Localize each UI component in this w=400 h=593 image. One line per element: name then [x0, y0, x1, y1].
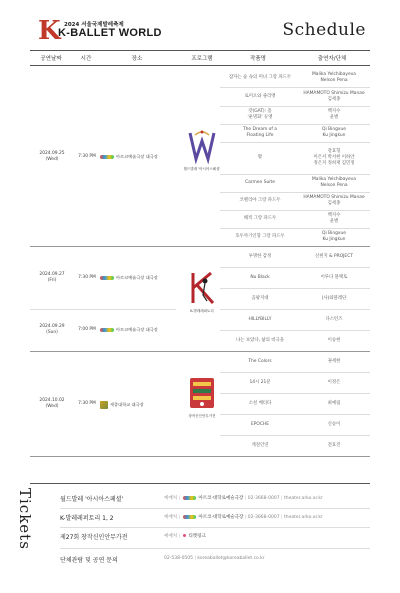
- work-title: The Dream of a Floating Life: [242, 127, 278, 138]
- contact-email-link[interactable]: koreaballet@koreaballet.co.kr: [197, 556, 265, 561]
- ticket-row-divider: [60, 548, 370, 549]
- col-header-program: 프로그램: [191, 56, 213, 62]
- performance-date: 2024.09.27 (Fri): [39, 271, 65, 283]
- program-poster: [180, 269, 224, 314]
- separator: |: [243, 515, 248, 520]
- ticket-vendor-name[interactable]: 아르코·대학로예술극장: [198, 496, 244, 501]
- ticket-program-name: 단체관람 및 공연 문의: [60, 557, 118, 564]
- col-header-work: 작품명: [250, 56, 266, 62]
- group-divider: [30, 309, 176, 310]
- program-label: 월드발레 '아시아스페셜': [183, 167, 221, 171]
- ticket-info: [164, 556, 265, 561]
- choreographer-showcase-poster-icon: [187, 374, 217, 412]
- row-divider: [220, 414, 370, 415]
- work-title: 투명한 감정: [248, 253, 272, 259]
- performer-name: 강효형 이은서 박서현 이하얀 정은지 정희재 김민정: [313, 149, 355, 166]
- separator: |: [177, 534, 182, 539]
- work-title: 나는 보았다, 삶의 비극을: [236, 337, 284, 343]
- venue-logo-icon: [100, 401, 108, 409]
- ticket-phone: 02-3668-0007: [247, 515, 280, 520]
- venue-label: 아르코예술극장 대극장: [116, 154, 158, 159]
- ticket-row-divider: [60, 527, 370, 528]
- row-divider: [220, 210, 370, 211]
- performance-time: 7:00 PM: [78, 327, 96, 332]
- group-divider: [30, 351, 370, 352]
- row-divider: [220, 192, 370, 193]
- work-title: 코펠리아 그랑 파드두: [239, 198, 281, 203]
- k-ballet-repertory-poster-icon: [187, 269, 217, 307]
- ticket-phone: 02-3668-0007: [247, 496, 280, 501]
- venue-name: [100, 401, 144, 409]
- performance-date: 2024.09.29 (Sun): [39, 324, 65, 335]
- performer-name: (사)와블레단: [321, 295, 347, 301]
- ticket-row: [60, 511, 390, 525]
- performer-name: HAMAMOTO Shimizu Manae 김세종: [303, 90, 365, 102]
- ticket-vendor-prefix: 예매처: [164, 515, 178, 520]
- ticket-program-name: 제27회 창작신인안무가전: [60, 534, 128, 541]
- ticket-row: [60, 530, 390, 544]
- ticket-vendor-prefix: 예매처: [164, 496, 178, 501]
- work-title: HILLYBILLY: [248, 316, 272, 322]
- performer-name: Malika Yelchibayeva Nelson Pena: [312, 177, 356, 188]
- performer-name: 신승이: [327, 421, 341, 427]
- work-title: 계절인연: [251, 442, 269, 448]
- row-divider: [220, 87, 370, 88]
- ticket-row-divider: [60, 508, 370, 509]
- table-header: [30, 50, 370, 66]
- work-title: 곰팡지대: [251, 295, 269, 301]
- venue-name: [100, 327, 158, 333]
- separator: |: [279, 515, 285, 520]
- work-title: 14시 21분: [249, 379, 271, 385]
- venue-label: 세종대학교 대극장: [110, 401, 144, 407]
- row-divider: [220, 228, 370, 229]
- work-title: 로미오와 줄리엣: [244, 93, 276, 99]
- performance-time: 7:30 PM: [78, 400, 96, 406]
- performance-time: 7:30 PM: [78, 274, 96, 280]
- work-title: Nu Black: [250, 274, 270, 280]
- festival-name: K-BALLET WORLD: [58, 27, 162, 39]
- row-divider: [220, 330, 370, 331]
- ticket-phone: 02-538-0505: [164, 556, 194, 561]
- performer-name: HAMAMOTO Shimizu Manae 김세종: [303, 195, 365, 206]
- venue-logo-icon: [100, 155, 114, 159]
- venue-name: [100, 275, 158, 281]
- performer-name: 백지수 윤별: [327, 109, 341, 120]
- separator: |: [193, 556, 198, 561]
- ticket-row: [60, 553, 390, 567]
- tickets-heading: [18, 488, 38, 558]
- ticket-vendor-name[interactable]: 아르코·대학로예술극장: [198, 515, 244, 520]
- ticket-program-name: K-발레레퍼토리 1, 2: [60, 515, 114, 522]
- performer-name: 다스턴즈: [325, 316, 343, 322]
- performer-name: 이승현: [327, 337, 341, 343]
- row-divider: [220, 372, 370, 373]
- table-bottom-rule: [30, 456, 370, 457]
- row-divider: [220, 142, 370, 143]
- ticket-program-name: 월드발레 '아시아스페셜': [60, 496, 124, 503]
- performer-name: 권세현: [327, 358, 341, 364]
- separator: |: [177, 515, 182, 520]
- venue-label: 아르코예술극장 대극장: [116, 274, 158, 280]
- row-divider: [220, 393, 370, 394]
- performer-name: 백지수 윤별: [327, 213, 341, 224]
- performer-name: 이정은: [327, 379, 341, 385]
- page-header: [0, 0, 400, 48]
- ticket-info: [164, 514, 323, 520]
- work-title: 갓(GAT): 흠 '운명화' 듀엣: [247, 109, 273, 120]
- program-label: 창작신인안무가전: [188, 413, 216, 418]
- row-divider: [220, 309, 370, 310]
- performer-name: 신현지 & PROJECT: [315, 253, 353, 259]
- festival-logo-letter: K: [38, 16, 61, 46]
- performer-name: 이루다 블랙토: [320, 274, 348, 280]
- venue-name: [100, 154, 158, 160]
- row-divider: [220, 174, 370, 175]
- ticket-vendor-prefix: 예매처: [164, 534, 178, 539]
- ticket-website-link[interactable]: theater.arko.or.kr: [284, 515, 323, 520]
- venue-logo-icon: [100, 328, 114, 332]
- separator: |: [177, 496, 182, 501]
- performance-date: 2024.09.25 (Wed): [39, 151, 65, 162]
- ticket-info: [164, 495, 323, 501]
- program-label: K-발레레퍼토리: [190, 308, 214, 313]
- page-title: Schedule: [282, 20, 366, 40]
- ticket-info: [164, 533, 206, 539]
- tickets-label: Tickets: [16, 488, 34, 550]
- work-title: 해적 그랑 파드두: [243, 216, 277, 221]
- row-divider: [220, 435, 370, 436]
- performance-date: 2024.10.02 (Wed): [39, 397, 65, 409]
- col-header-performer: 출연자/단체: [317, 56, 347, 62]
- work-title: The Colors: [248, 358, 272, 364]
- row-divider: [220, 124, 370, 125]
- performance-time: 7:30 PM: [78, 154, 96, 159]
- ticket-vendor-name[interactable]: 티켓링크: [188, 534, 206, 539]
- program-poster: [180, 127, 224, 172]
- row-divider: [220, 267, 370, 268]
- vendor-logo-icon: [183, 496, 196, 500]
- col-header-date: 공연날짜: [40, 56, 62, 62]
- world-ballet-poster-icon: [187, 127, 217, 165]
- vendor-logo-icon: [183, 515, 196, 519]
- performer-name: Qi Bingxue Ku Jingkun: [322, 231, 346, 242]
- col-header-time: 시간: [80, 56, 92, 62]
- performer-name: 전효진: [327, 442, 341, 448]
- work-title: Carmen Suite: [245, 180, 275, 185]
- group-divider: [30, 246, 370, 247]
- program-poster: [180, 374, 224, 419]
- vendor-logo-icon: [183, 534, 186, 537]
- work-title: 활: [257, 155, 263, 160]
- work-title: EPOCHE: [250, 421, 270, 427]
- performer-name: Malika Yelchibayeva Nelson Pena: [312, 71, 356, 83]
- festival-subtitle: 2024 서울국제발레축제: [64, 22, 124, 28]
- work-title: 호두까기인형 그랑 파드두: [235, 234, 285, 239]
- row-divider: [220, 288, 370, 289]
- col-header-venue: 장소: [131, 56, 143, 62]
- performer-name: Qi Bingxue Ku Jingkun: [322, 127, 346, 138]
- separator: |: [243, 496, 248, 501]
- work-title: 잠자는 숲 속의 미녀 그랑 파드두: [228, 74, 292, 80]
- ticket-website-link[interactable]: theater.arko.or.kr: [284, 496, 323, 501]
- tickets-divider: [30, 483, 370, 484]
- venue-label: 아르코예술극장 대극장: [116, 327, 158, 332]
- performer-name: 최예림: [327, 400, 341, 406]
- separator: |: [279, 496, 285, 501]
- row-divider: [220, 106, 370, 107]
- work-title: 소설 베티타: [248, 400, 272, 406]
- venue-logo-icon: [100, 276, 114, 280]
- ticket-row: [60, 492, 390, 506]
